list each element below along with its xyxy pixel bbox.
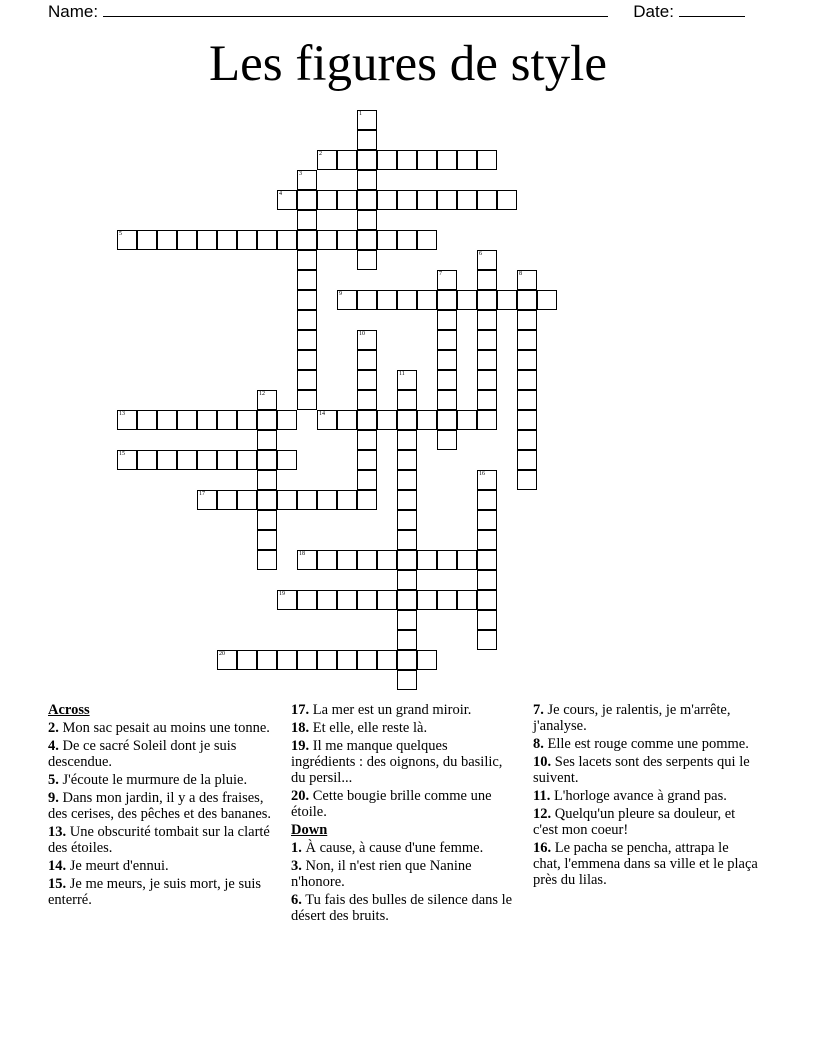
- clue-number: 9: [339, 291, 342, 297]
- clue-number: 16: [479, 471, 485, 477]
- grid-cell[interactable]: [357, 130, 377, 150]
- clue-number: 18: [299, 551, 305, 557]
- grid-cell[interactable]: [417, 230, 437, 250]
- grid-cell[interactable]: [137, 230, 157, 250]
- grid-cell[interactable]: [297, 230, 317, 250]
- clues-column-2: [291, 702, 513, 926]
- grid-cell[interactable]: [517, 310, 537, 330]
- grid-cell[interactable]: [297, 290, 317, 310]
- grid-cell[interactable]: [437, 590, 457, 610]
- grid-cell[interactable]: [317, 190, 337, 210]
- across-clue: [291, 738, 513, 786]
- grid-cell[interactable]: [277, 190, 297, 210]
- grid-cell[interactable]: [297, 210, 317, 230]
- grid-cell[interactable]: [517, 410, 537, 430]
- clue-text: Et elle, elle reste là.: [312, 720, 428, 736]
- grid-cell[interactable]: [257, 430, 277, 450]
- down-clue: [291, 840, 513, 856]
- clue-number: 3: [299, 171, 302, 177]
- clue-text: Cette bougie brille comme une étoile.: [291, 788, 492, 820]
- clue-number-label: 14.: [48, 858, 67, 874]
- clue-text: À cause, à cause d'une femme.: [305, 840, 484, 856]
- clue-number: 14: [319, 411, 325, 417]
- grid-cell[interactable]: [437, 330, 457, 350]
- clue-number-label: 8.: [533, 736, 544, 752]
- grid-cell[interactable]: [277, 450, 297, 470]
- clue-text: Une obscurité tombait sur la clarté des étoiles.: [48, 824, 270, 856]
- grid-cell[interactable]: [117, 450, 137, 470]
- clue-text: Je meurt d'ennui.: [69, 858, 169, 874]
- clue-number-label: 1.: [291, 840, 302, 856]
- clue-number-label: 10.: [533, 754, 552, 770]
- grid-cell[interactable]: [257, 530, 277, 550]
- grid-cell[interactable]: [477, 190, 497, 210]
- grid-cell[interactable]: [357, 170, 377, 190]
- grid-cell[interactable]: [397, 570, 417, 590]
- grid-cell[interactable]: [517, 350, 537, 370]
- grid-cell[interactable]: [297, 330, 317, 350]
- grid-cell[interactable]: [397, 510, 417, 530]
- down-clue-list-continued: [533, 702, 759, 888]
- grid-cell[interactable]: [397, 630, 417, 650]
- grid-cell[interactable]: [397, 530, 417, 550]
- clue-number: 2: [319, 151, 322, 157]
- clue-number: 6: [479, 251, 482, 257]
- grid-cell[interactable]: [157, 230, 177, 250]
- grid-cell[interactable]: [217, 230, 237, 250]
- grid-cell[interactable]: [237, 410, 257, 430]
- grid-cell[interactable]: [197, 450, 217, 470]
- grid-cell[interactable]: [337, 590, 357, 610]
- grid-cell[interactable]: [317, 490, 337, 510]
- grid-cell[interactable]: [317, 550, 337, 570]
- down-heading: Down: [291, 822, 328, 838]
- clue-number: 20: [219, 651, 225, 657]
- down-clue: [291, 858, 513, 890]
- grid-cell[interactable]: [177, 410, 197, 430]
- grid-cell[interactable]: [137, 450, 157, 470]
- clue-number-label: 5.: [48, 772, 59, 788]
- grid-cell[interactable]: [357, 210, 377, 230]
- grid-cell[interactable]: [237, 650, 257, 670]
- clue-number-label: 16.: [533, 840, 552, 856]
- grid-cell[interactable]: [477, 410, 497, 430]
- grid-cell[interactable]: [257, 510, 277, 530]
- grid-cell[interactable]: [437, 290, 457, 310]
- grid-cell[interactable]: [437, 150, 457, 170]
- grid-cell[interactable]: [517, 370, 537, 390]
- clue-number-label: 11.: [533, 788, 551, 804]
- clue-number: 12: [259, 391, 265, 397]
- grid-cell[interactable]: [397, 430, 417, 450]
- grid-cell[interactable]: [477, 470, 497, 490]
- grid-cell[interactable]: [357, 150, 377, 170]
- grid-cell[interactable]: [477, 630, 497, 650]
- clue-text: Ses lacets sont des serpents qui le suivent.: [533, 754, 750, 786]
- grid-cell[interactable]: [477, 350, 497, 370]
- grid-cell[interactable]: [237, 450, 257, 470]
- grid-cell[interactable]: [417, 150, 437, 170]
- grid-cell[interactable]: [197, 410, 217, 430]
- grid-cell[interactable]: [437, 550, 457, 570]
- grid-cell[interactable]: [417, 550, 437, 570]
- grid-cell[interactable]: [477, 530, 497, 550]
- grid-cell[interactable]: [397, 450, 417, 470]
- grid-cell[interactable]: [217, 450, 237, 470]
- clue-text: Il me manque quelques ingrédients : des oignons, du basilic, du persil...: [291, 738, 503, 786]
- grid-cell[interactable]: [517, 270, 537, 290]
- clue-number: 19: [279, 591, 285, 597]
- clue-number: 17: [199, 491, 205, 497]
- grid-cell[interactable]: [297, 170, 317, 190]
- grid-cell[interactable]: [477, 570, 497, 590]
- grid-cell[interactable]: [497, 290, 517, 310]
- clue-text: J'écoute le murmure de la pluie.: [62, 772, 248, 788]
- grid-cell[interactable]: [457, 190, 477, 210]
- clue-number-label: 13.: [48, 824, 67, 840]
- grid-cell[interactable]: [477, 330, 497, 350]
- grid-cell[interactable]: [397, 670, 417, 690]
- grid-cell[interactable]: [397, 390, 417, 410]
- grid-cell[interactable]: [277, 590, 297, 610]
- grid-cell[interactable]: [397, 470, 417, 490]
- grid-cell[interactable]: [297, 250, 317, 270]
- grid-cell[interactable]: [337, 410, 357, 430]
- grid-cell[interactable]: [357, 550, 377, 570]
- grid-cell[interactable]: [477, 310, 497, 330]
- down-clue: [533, 840, 759, 888]
- grid-cell[interactable]: [237, 490, 257, 510]
- down-clue: [533, 702, 759, 734]
- grid-cell[interactable]: [397, 370, 417, 390]
- clue-number: 4: [279, 191, 282, 197]
- clue-text: Je cours, je ralentis, je m'arrête, j'analyse.: [533, 702, 731, 734]
- grid-cell[interactable]: [357, 410, 377, 430]
- clue-number: 10: [359, 331, 365, 337]
- across-clue: [48, 876, 274, 908]
- grid-cell[interactable]: [497, 190, 517, 210]
- grid-cell[interactable]: [217, 490, 237, 510]
- grid-cell[interactable]: [417, 650, 437, 670]
- grid-cell[interactable]: [357, 330, 377, 350]
- grid-cell[interactable]: [477, 510, 497, 530]
- grid-cell[interactable]: [397, 190, 417, 210]
- grid-cell[interactable]: [397, 550, 417, 570]
- across-clue: [48, 824, 274, 856]
- grid-cell[interactable]: [337, 650, 357, 670]
- grid-cell[interactable]: [277, 650, 297, 670]
- grid-cell[interactable]: [157, 410, 177, 430]
- grid-cell[interactable]: [517, 390, 537, 410]
- grid-cell[interactable]: [277, 230, 297, 250]
- down-clue: [533, 806, 759, 838]
- grid-cell[interactable]: [377, 230, 397, 250]
- grid-cell[interactable]: [377, 190, 397, 210]
- grid-cell[interactable]: [317, 410, 337, 430]
- grid-cell[interactable]: [397, 650, 417, 670]
- clue-number-label: 3.: [291, 858, 302, 874]
- grid-cell[interactable]: [397, 230, 417, 250]
- grid-cell[interactable]: [377, 590, 397, 610]
- grid-cell[interactable]: [457, 550, 477, 570]
- clue-number-label: 7.: [533, 702, 544, 718]
- grid-cell[interactable]: [457, 590, 477, 610]
- grid-cell[interactable]: [297, 270, 317, 290]
- across-clue-list: [48, 720, 274, 908]
- grid-cell[interactable]: [337, 190, 357, 210]
- grid-cell[interactable]: [337, 550, 357, 570]
- grid-cell[interactable]: [257, 390, 277, 410]
- grid-cell[interactable]: [377, 290, 397, 310]
- grid-cell[interactable]: [437, 190, 457, 210]
- grid-cell[interactable]: [437, 310, 457, 330]
- clue-number-label: 2.: [48, 720, 59, 736]
- grid-cell[interactable]: [317, 230, 337, 250]
- grid-cell[interactable]: [517, 290, 537, 310]
- grid-cell[interactable]: [457, 290, 477, 310]
- grid-cell[interactable]: [377, 650, 397, 670]
- grid-cell[interactable]: [357, 650, 377, 670]
- grid-cell[interactable]: [337, 230, 357, 250]
- across-clue-list-continued: [291, 702, 513, 820]
- grid-cell[interactable]: [257, 490, 277, 510]
- grid-cell[interactable]: [437, 370, 457, 390]
- clue-number: 1: [359, 111, 362, 117]
- grid-cell[interactable]: [517, 430, 537, 450]
- clue-number-label: 6.: [291, 892, 302, 908]
- grid-cell[interactable]: [517, 470, 537, 490]
- grid-cell[interactable]: [177, 230, 197, 250]
- down-clue-list: [291, 840, 513, 924]
- grid-cell[interactable]: [297, 550, 317, 570]
- across-clue: [48, 738, 274, 770]
- grid-cell[interactable]: [357, 490, 377, 510]
- grid-cell[interactable]: [417, 590, 437, 610]
- grid-cell[interactable]: [517, 330, 537, 350]
- grid-cell[interactable]: [237, 230, 257, 250]
- grid-cell[interactable]: [297, 590, 317, 610]
- across-clue: [291, 702, 513, 718]
- grid-cell[interactable]: [357, 430, 377, 450]
- grid-cell[interactable]: [357, 110, 377, 130]
- grid-cell[interactable]: [357, 350, 377, 370]
- grid-cell[interactable]: [377, 150, 397, 170]
- grid-cell[interactable]: [437, 350, 457, 370]
- grid-cell[interactable]: [417, 290, 437, 310]
- grid-cell[interactable]: [357, 370, 377, 390]
- down-clue: [291, 892, 513, 924]
- grid-cell[interactable]: [477, 290, 497, 310]
- grid-cell[interactable]: [297, 350, 317, 370]
- grid-cell[interactable]: [417, 190, 437, 210]
- grid-cell[interactable]: [317, 590, 337, 610]
- grid-cell[interactable]: [477, 250, 497, 270]
- grid-cell[interactable]: [277, 410, 297, 430]
- grid-cell[interactable]: [397, 490, 417, 510]
- grid-cell[interactable]: [297, 650, 317, 670]
- grid-cell[interactable]: [457, 410, 477, 430]
- grid-cell[interactable]: [537, 290, 557, 310]
- clue-text: La mer est un grand miroir.: [312, 702, 472, 718]
- grid-cell[interactable]: [297, 390, 317, 410]
- grid-cell[interactable]: [377, 410, 397, 430]
- clue-number-label: 9.: [48, 790, 59, 806]
- grid-cell[interactable]: [337, 490, 357, 510]
- clue-number-label: 20.: [291, 788, 310, 804]
- grid-cell[interactable]: [357, 390, 377, 410]
- clue-text: Quelqu'un pleure sa douleur, et c'est mon coeur!: [533, 806, 736, 838]
- grid-cell[interactable]: [257, 410, 277, 430]
- date-label: Date:: [633, 2, 674, 21]
- clue-number: 7: [439, 271, 442, 277]
- grid-cell[interactable]: [477, 610, 497, 630]
- grid-cell[interactable]: [357, 450, 377, 470]
- grid-cell[interactable]: [217, 650, 237, 670]
- grid-cell[interactable]: [517, 450, 537, 470]
- clue-number-label: 12.: [533, 806, 552, 822]
- grid-cell[interactable]: [477, 150, 497, 170]
- grid-cell[interactable]: [317, 150, 337, 170]
- grid-cell[interactable]: [457, 150, 477, 170]
- clue-number: 11: [399, 371, 405, 377]
- clue-number: 13: [119, 411, 125, 417]
- grid-cell[interactable]: [437, 430, 457, 450]
- grid-cell[interactable]: [297, 190, 317, 210]
- clue-number-label: 15.: [48, 876, 67, 892]
- across-clue: [48, 772, 274, 788]
- across-clue: [291, 720, 513, 736]
- grid-cell[interactable]: [477, 550, 497, 570]
- grid-cell[interactable]: [257, 230, 277, 250]
- clue-number: 8: [519, 271, 522, 277]
- grid-cell[interactable]: [397, 290, 417, 310]
- name-label: Name:: [48, 2, 99, 21]
- grid-cell[interactable]: [337, 290, 357, 310]
- clue-text: Je me meurs, je suis mort, je suis enterré.: [48, 876, 262, 908]
- grid-cell[interactable]: [477, 590, 497, 610]
- clues-column-3: [533, 702, 759, 890]
- grid-cell[interactable]: [297, 490, 317, 510]
- grid-cell[interactable]: [477, 370, 497, 390]
- clue-text: Tu fais des bulles de silence dans le désert des bruits.: [291, 892, 513, 924]
- grid-cell[interactable]: [117, 410, 137, 430]
- grid-cell[interactable]: [397, 590, 417, 610]
- grid-cell[interactable]: [197, 490, 217, 510]
- grid-cell[interactable]: [317, 650, 337, 670]
- across-clue: [291, 788, 513, 820]
- grid-cell[interactable]: [437, 270, 457, 290]
- grid-cell[interactable]: [177, 450, 197, 470]
- clue-number: 15: [119, 451, 125, 457]
- grid-cell[interactable]: [397, 410, 417, 430]
- grid-cell[interactable]: [137, 410, 157, 430]
- across-clue: [48, 790, 274, 822]
- down-clue: [533, 788, 759, 804]
- grid-cell[interactable]: [477, 390, 497, 410]
- grid-cell[interactable]: [257, 650, 277, 670]
- clue-number-label: 17.: [291, 702, 310, 718]
- clue-number-label: 19.: [291, 738, 310, 754]
- clue-text: Elle est rouge comme une pomme.: [547, 736, 749, 752]
- grid-cell[interactable]: [297, 370, 317, 390]
- grid-cell[interactable]: [377, 550, 397, 570]
- grid-cell[interactable]: [397, 150, 417, 170]
- grid-cell[interactable]: [117, 230, 137, 250]
- grid-cell[interactable]: [477, 270, 497, 290]
- down-clue: [533, 754, 759, 786]
- grid-cell[interactable]: [357, 470, 377, 490]
- grid-cell[interactable]: [257, 550, 277, 570]
- clue-text: Le pacha se pencha, attrapa le chat, l'emmena dans sa ville et le plaça près du lilas.: [533, 840, 758, 888]
- grid-cell[interactable]: [357, 230, 377, 250]
- clue-text: Non, il n'est rien que Nanine n'honore.: [291, 858, 472, 890]
- grid-cell[interactable]: [257, 470, 277, 490]
- grid-cell[interactable]: [157, 450, 177, 470]
- clue-text: De ce sacré Soleil dont je suis descendue.: [48, 738, 237, 770]
- across-clue: [48, 720, 274, 736]
- clue-text: Mon sac pesait au moins une tonne.: [62, 720, 270, 736]
- grid-cell[interactable]: [477, 490, 497, 510]
- grid-cell[interactable]: [197, 230, 217, 250]
- clues-column-1: [48, 702, 274, 910]
- grid-cell[interactable]: [397, 610, 417, 630]
- grid-cell[interactable]: [357, 190, 377, 210]
- clue-text: L'horloge avance à grand pas.: [553, 788, 727, 804]
- across-clue: [48, 858, 274, 874]
- clue-number-label: 18.: [291, 720, 310, 736]
- clue-text: Dans mon jardin, il y a des fraises, des cerises, des pêches et des bananes.: [48, 790, 272, 822]
- grid-cell[interactable]: [217, 410, 237, 430]
- grid-cell[interactable]: [297, 310, 317, 330]
- grid-cell[interactable]: [357, 250, 377, 270]
- grid-cell[interactable]: [357, 590, 377, 610]
- grid-cell[interactable]: [437, 390, 457, 410]
- across-heading: Across: [48, 702, 90, 718]
- grid-cell[interactable]: [357, 290, 377, 310]
- grid-cell[interactable]: [337, 150, 357, 170]
- grid-cell[interactable]: [437, 410, 457, 430]
- grid-cell[interactable]: [257, 450, 277, 470]
- page-title: Les figures de style: [209, 36, 607, 92]
- clue-number-label: 4.: [48, 738, 59, 754]
- grid-cell[interactable]: [277, 490, 297, 510]
- grid-cell[interactable]: [417, 410, 437, 430]
- down-clue: [533, 736, 759, 752]
- clue-number: 5: [119, 231, 122, 237]
